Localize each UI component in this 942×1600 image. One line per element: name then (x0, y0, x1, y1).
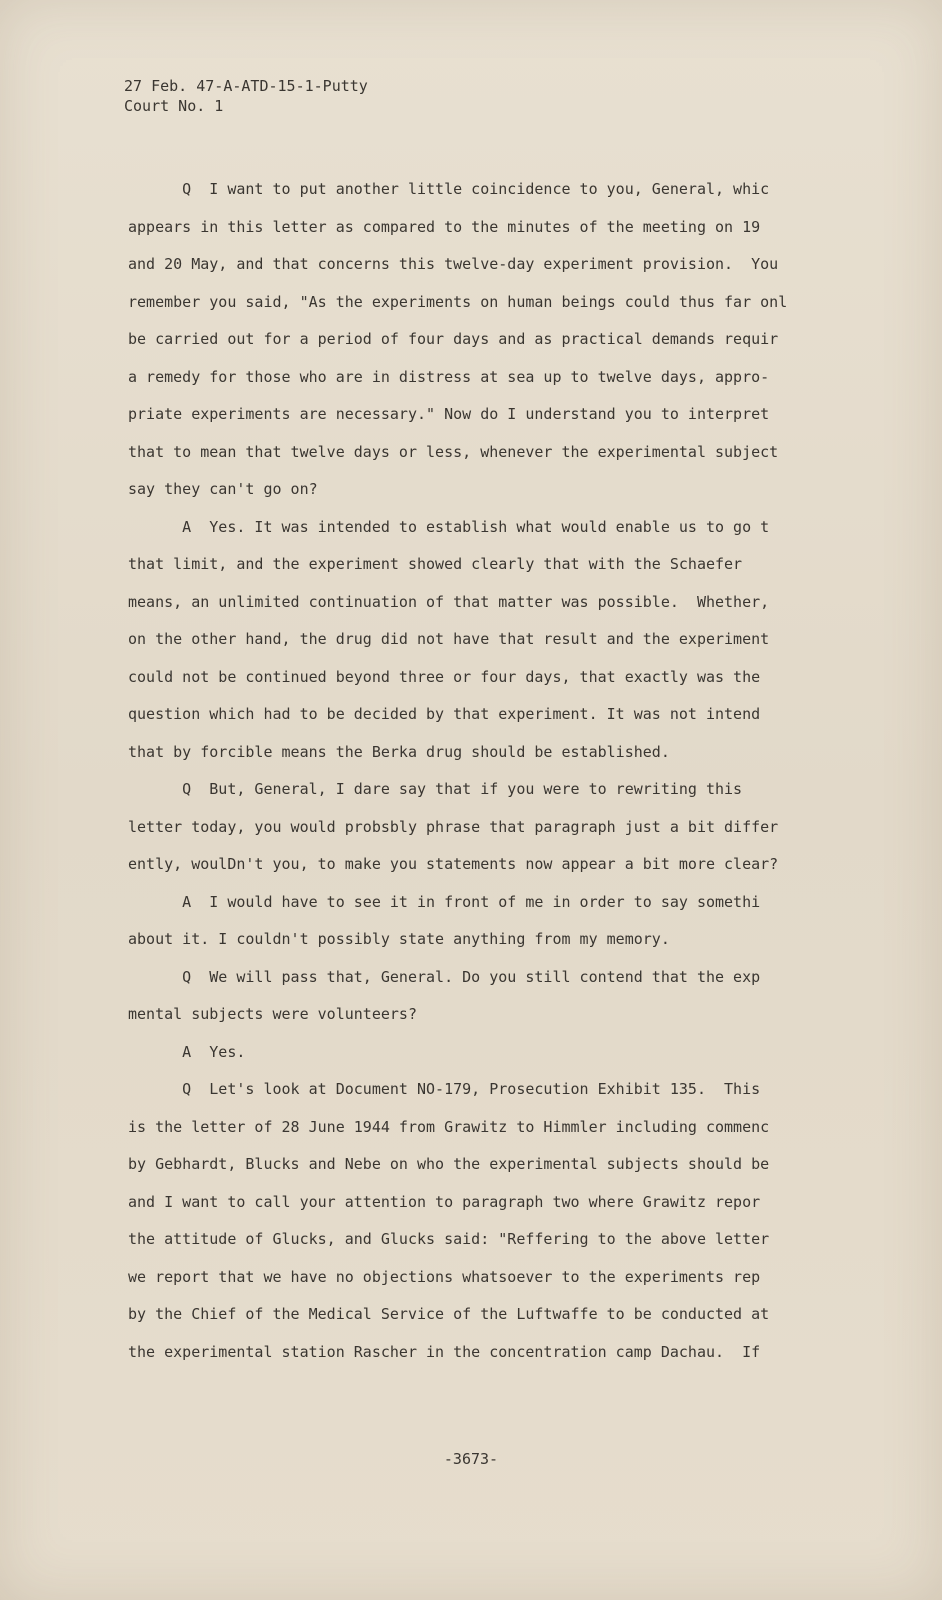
transcript-line: be carried out for a period of four days and as practical demands requir (128, 330, 779, 348)
header-court-number: Court No. 1 (124, 97, 224, 115)
transcript-line: mental subjects were volunteers? (128, 1005, 417, 1023)
page-number: -3673- (443, 1450, 499, 1468)
transcript-line: A I would have to see it in front of me in order to say somethi (128, 892, 761, 911)
document-header (124, 76, 368, 116)
transcript-line: Q But, General, I dare say that if you were to rewriting this (128, 780, 743, 798)
transcript-line: and 20 May, and that concerns this twelve-day experiment provision. You (128, 255, 779, 273)
transcript-line: is the letter of 28 June 1944 from Grawitz to Himmler including commenc (128, 1117, 770, 1136)
transcript-line: and I want to call your attention to paragraph two where Grawitz repor (128, 1192, 761, 1211)
transcript-line: priate experiments are necessary." Now do I understand you to interpret (128, 405, 770, 423)
transcript-line: A Yes. It was intended to establish what would enable us to go t (128, 517, 770, 536)
transcript-line: by Gebhardt, Blucks and Nebe on who the experimental subjects should be (128, 1155, 770, 1173)
transcript-line: ently, woulDn't you, to make you statements now appear a bit more clear? (128, 855, 779, 873)
transcript-line: that limit, and the experiment showed clearly that with the Schaefer (128, 555, 743, 573)
header-date-reference: 27 Feb. 47-A-ATD-15-1-Putty (124, 77, 368, 95)
transcript-line: letter today, you would probsbly phrase that paragraph just a bit differ (128, 817, 779, 836)
transcript-line: means, an unlimited continuation of that matter was possible. Whether, (128, 592, 770, 611)
transcript-line: could not be continued beyond three or four days, that exactly was the (128, 667, 761, 686)
transcript-line: A Yes. (128, 1042, 246, 1061)
transcript-line: the experimental station Rascher in the concentration camp Dachau. If (128, 1342, 761, 1361)
transcript-line: remember you said, "As the experiments on human beings could thus far onl (128, 292, 788, 311)
transcript-line: appears in this letter as compared to the minutes of the meeting on 19 (128, 217, 761, 236)
transcript-line: say they can't go on? (128, 480, 318, 498)
transcript-line: Q I want to put another little coincidence to you, General, whic (128, 180, 770, 198)
transcript-line: question which had to be decided by that experiment. It was not intend (128, 705, 761, 723)
transcript-line: Q We will pass that, General. Do you still contend that the exp (128, 967, 761, 986)
transcript-line: that to mean that twelve days or less, whenever the experimental subject (128, 442, 779, 461)
transcript-line: about it. I couldn't possibly state anything from my memory. (128, 930, 670, 948)
transcript-body (128, 176, 868, 1376)
transcript-line: the attitude of Glucks, and Glucks said: "Reffering to the above letter (128, 1230, 770, 1248)
transcript-line: that by forcible means the Berka drug should be established. (128, 742, 670, 761)
transcript-line: Q Let's look at Document NO-179, Prosecution Exhibit 135. This (128, 1080, 761, 1098)
transcript-line: we report that we have no objections whatsoever to the experiments rep (128, 1267, 761, 1286)
transcript-line: a remedy for those who are in distress at sea up to twelve days, appro- (128, 367, 770, 386)
transcript-line: on the other hand, the drug did not have that result and the experiment (128, 630, 770, 648)
transcript-line: by the Chief of the Medical Service of the Luftwaffe to be conducted at (128, 1305, 770, 1323)
